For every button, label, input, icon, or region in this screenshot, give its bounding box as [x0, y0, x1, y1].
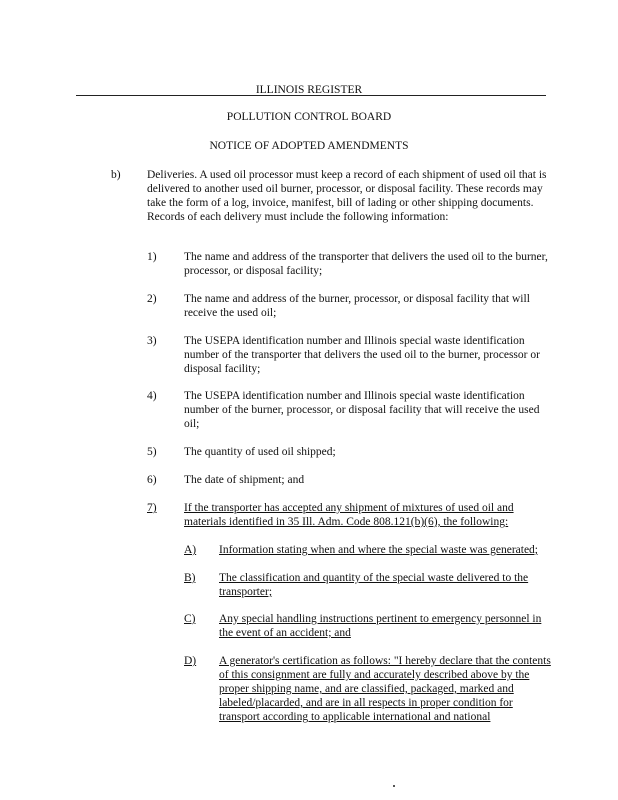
subitem-d-text: A generator's certification as follows: "I hereby declare that the contents of this consignment are fully and accurately described above by the proper shipping name, and are classified, packaged, marked and labeled/placarded, and are in all respects in proper condition for transport according to applicable international and national [219, 655, 551, 723]
subitem-b-text: The classification and quantity of the special waste delivered to the transporter; [219, 572, 529, 598]
item-1-text: The name and address of the transporter that delivers the used oil to the burner, processor, or disposal facility; [184, 251, 548, 277]
item-2-text: The name and address of the burner, processor, or disposal facility that will receive the used oil; [184, 293, 530, 319]
item-6-label: 6) [147, 474, 157, 486]
item-6-text: The date of shipment; and [184, 474, 305, 486]
item-1-label: 1) [147, 251, 157, 263]
register-title: ILLINOIS REGISTER [255, 84, 363, 96]
subitem-a-text: Information stating when and where the special waste was generated; [219, 544, 539, 556]
subitem-a-label: A) [184, 544, 197, 556]
item-7-text: If the transporter has accepted any shipment of mixtures of used oil and materials identified in 35 Ill. Adm. Code 808.121(b)(6), the following: [184, 502, 514, 528]
subitem-c-label: C) [184, 613, 196, 625]
notice-title: NOTICE OF ADOPTED AMENDMENTS [209, 140, 409, 152]
section-b-label: b) [111, 169, 121, 181]
item-7-label: 7) [147, 502, 157, 514]
scan-speck [393, 785, 395, 787]
section-b-text: Deliveries. A used oil processor must keep a record of each shipment of used oil that is delivered to another used oil burner, processor, or disposal facility. These records may take the form of a log, invoice, manifest, bill of lading or other shipping documents. Records of each delivery must include the following information: [147, 169, 547, 223]
board-title: POLLUTION CONTROL BOARD [226, 111, 392, 123]
subitem-c-text: Any special handling instructions pertinent to emergency personnel in the event of an accident; and [219, 613, 542, 639]
item-3-text: The USEPA identification number and Illinois special waste identification number of the transporter that delivers the used oil to the burner, processor or disposal facility; [184, 335, 540, 375]
item-5-label: 5) [147, 446, 157, 458]
item-4-text: The USEPA identification number and Illinois special waste identification number of the burner, processor, or disposal facility that will receive the used oil; [184, 390, 540, 430]
item-4-label: 4) [147, 390, 157, 402]
header-rule [76, 95, 546, 96]
subitem-b-label: B) [184, 572, 196, 584]
subitem-d-label: D) [184, 655, 197, 667]
item-2-label: 2) [147, 293, 157, 305]
item-3-label: 3) [147, 335, 157, 347]
item-5-text: The quantity of used oil shipped; [184, 446, 336, 458]
